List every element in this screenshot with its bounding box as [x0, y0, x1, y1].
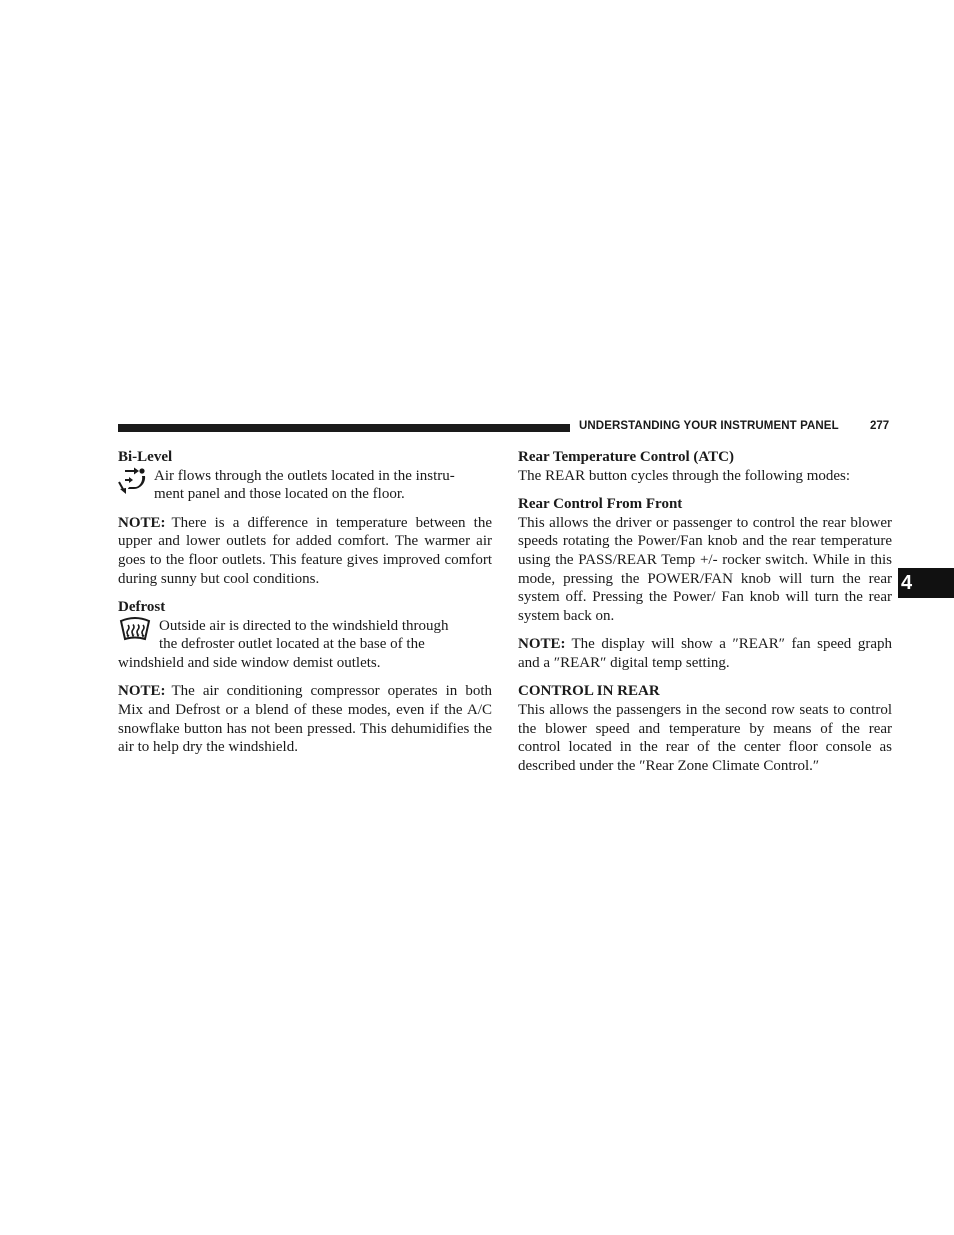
defrost-text-line2: the defroster outlet located at the base of the: [159, 636, 425, 653]
bilevel-heading: Bi-Level: [118, 449, 173, 465]
note-bilevel: [118, 514, 492, 589]
note-label: NOTE:: [118, 514, 166, 531]
right-column: [518, 448, 892, 776]
note-defrost: [118, 682, 492, 757]
defrost-heading: Defrost: [118, 598, 166, 615]
rear-from-front-heading: Rear Control From Front: [518, 495, 683, 512]
left-column: [118, 448, 492, 757]
note-label: NOTE:: [518, 636, 566, 653]
rear-from-front-text: This allows the driver or passenger to control the rear blower speeds rotating the Power/Fan knob and the rear temperature using the PASS/REAR Temp +/- rocker switch. While in this mode, pressing the POWER/FAN knob will turn the rear system off. Pressing the Power/ Fan knob will turn the rear system back on.: [518, 514, 892, 625]
header-rule: [118, 424, 570, 432]
note-text: There is a difference in temperature between the upper and lower outlets for added comfort. The warmer air goes to the floor outlets. This feature gives improved comfort during sunny but cool conditions.: [118, 514, 492, 587]
bilevel-airflow-icon: [118, 467, 148, 495]
defrost-section: [118, 617, 492, 673]
section-title: UNDERSTANDING YOUR INSTRUMENT PANEL: [579, 420, 839, 432]
defrost-text-line1: Outside air is directed to the windshield through: [159, 617, 449, 634]
rear-temp-heading: Rear Temperature Control (ATC): [518, 449, 734, 465]
control-in-rear-heading: CONTROL IN REAR: [518, 683, 660, 700]
note-label: NOTE:: [118, 683, 166, 700]
defrost-windshield-icon: [118, 616, 152, 642]
chapter-tab: 4: [898, 568, 954, 598]
bilevel-section: [118, 467, 492, 504]
bilevel-text-line1: Air flows through the outlets located in the instru-: [154, 467, 455, 484]
note-text: The air conditioning compressor operates in both Mix and Defrost or a blend of these modes, even if the A/C snowflake button has not been pressed. This dehumidifies the air to help dry the windshield.: [118, 683, 492, 756]
note-text: The display will show a ″REAR″ fan speed graph and a ″REAR″ digital temp setting.: [518, 636, 892, 672]
defrost-text-line3: windshield and side window demist outlets.: [118, 655, 381, 672]
control-in-rear-text: This allows the passengers in the second row seats to control the blower speed and temperature by means of the rear control located in the rear of the center floor console as described under the ″Rear Zone Climate Control.″: [518, 701, 892, 775]
bilevel-text-line2: ment panel and those located on the floor.: [154, 486, 405, 503]
note-rear-display: [518, 635, 892, 672]
rear-temp-text: The REAR button cycles through the following modes:: [518, 467, 851, 484]
page-number: 277: [870, 420, 890, 432]
